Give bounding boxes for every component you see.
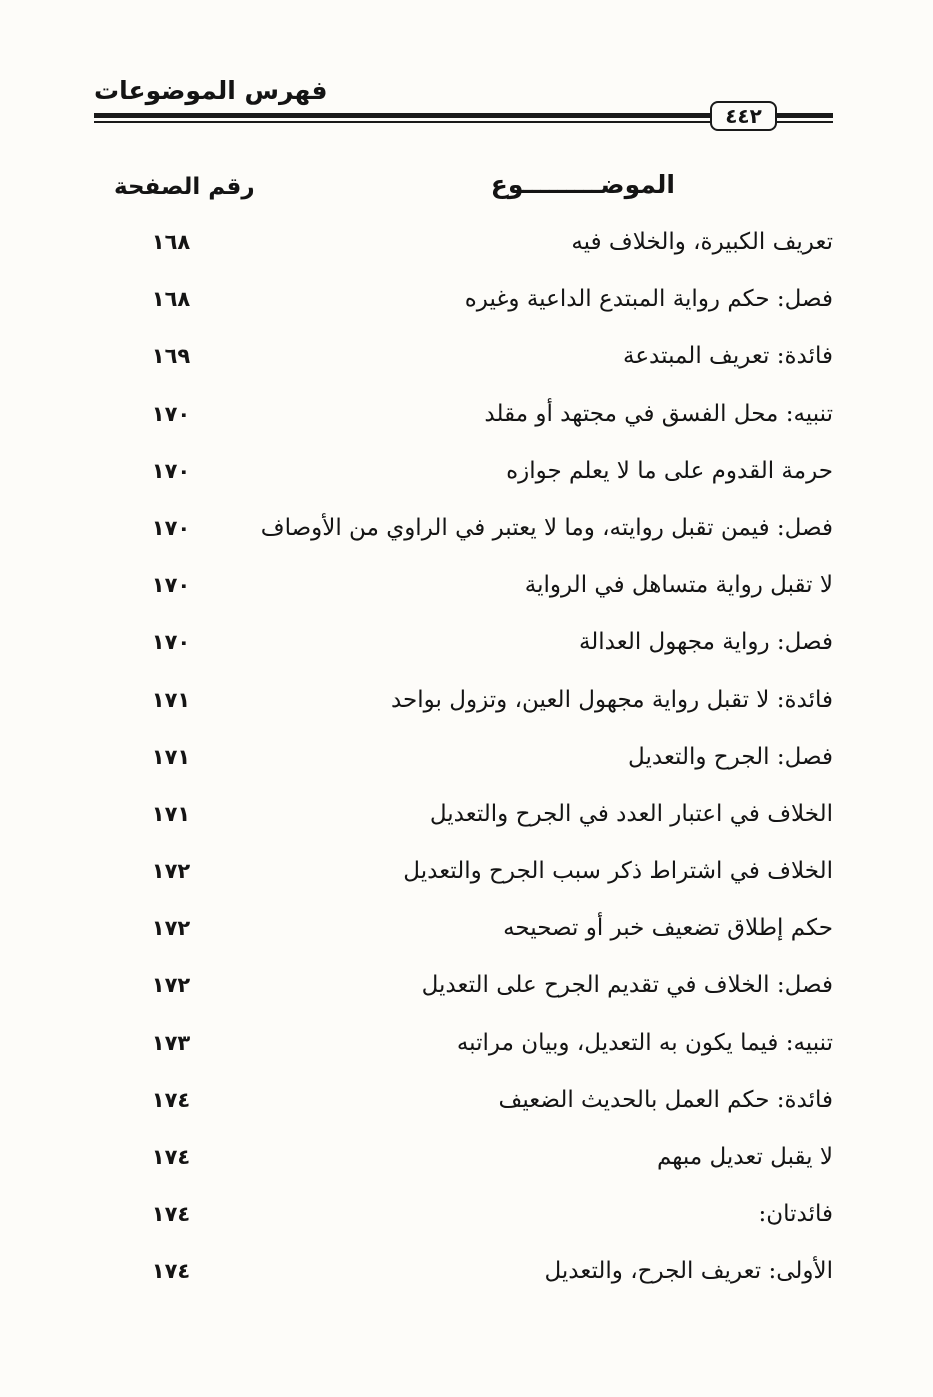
entry-topic: فصل: الخلاف في تقديم الجرح على التعديل	[421, 972, 833, 999]
entry-topic: فائدة: تعريف المبتدعة	[623, 343, 833, 370]
entry-page-number: ١٧١	[151, 744, 191, 769]
entry-page-number: ١٧١	[151, 801, 191, 826]
entry-page-number: ١٧٣	[151, 1030, 191, 1055]
index-entry	[0, 909, 933, 966]
entry-page-number: ١٧٠	[151, 401, 191, 426]
entry-page-number: ١٦٨	[151, 287, 191, 312]
entry-topic: فائدة: لا تقبل رواية مجهول العين، وتزول بواحد	[390, 686, 833, 713]
index-entry	[0, 852, 933, 909]
entry-topic: فصل: رواية مجهول العدالة	[578, 629, 833, 656]
entry-topic: الخلاف في اشتراط ذكر سبب الجرح والتعديل	[403, 858, 833, 885]
entry-page-number: ١٧٤	[151, 1259, 191, 1284]
entry-page-number: ١٧٤	[151, 1087, 191, 1112]
entry-topic: فائدتان:	[758, 1201, 833, 1228]
entry-page-number: ١٧٠	[151, 630, 191, 655]
entry-page-number: ١٦٩	[151, 344, 191, 369]
header-rule-thin	[94, 121, 710, 123]
index-entry	[0, 1252, 933, 1309]
entry-page-number: ١٧٠	[151, 515, 191, 540]
index-entry	[0, 223, 933, 280]
index-entry	[0, 681, 933, 738]
index-entry	[0, 795, 933, 852]
header-rule-right-thick	[777, 113, 833, 118]
index-entry	[0, 738, 933, 795]
entry-topic: تنبيه: فيما يكون به التعديل، وبيان مراتبه	[456, 1029, 833, 1056]
entry-page-number: ١٧٢	[151, 916, 191, 941]
entry-topic: فائدة: حكم العمل بالحديث الضعيف	[498, 1086, 833, 1113]
index-entry	[0, 452, 933, 509]
index-entry	[0, 395, 933, 452]
entry-page-number: ١٧١	[151, 687, 191, 712]
entry-topic: تنبيه: محل الفسق في مجتهد أو مقلد	[484, 400, 833, 427]
index-entry	[0, 623, 933, 680]
entry-topic: فصل: حكم رواية المبتدع الداعية وغيره	[464, 286, 833, 313]
column-heading-topic: الموضـــــــــوع	[490, 170, 675, 199]
entry-topic: فصل: فيمن تقبل روايته، وما لا يعتبر في الراوي من الأوصاف	[260, 514, 833, 541]
entry-page-number: ١٦٨	[151, 230, 191, 254]
index-entry	[0, 280, 933, 337]
entry-page-number: ١٧٠	[151, 573, 191, 598]
entry-page-number: ١٧٤	[151, 1145, 191, 1169]
header-rule-right-thin	[777, 121, 833, 123]
index-entry	[0, 566, 933, 623]
entry-topic: حكم إطلاق تضعيف خبر أو تصحيحه	[503, 915, 833, 942]
entry-topic: لا تقبل رواية متساهل في الرواية	[524, 572, 833, 599]
index-entry	[0, 1195, 933, 1252]
entry-topic: فصل: الجرح والتعديل	[628, 743, 833, 770]
entry-page-number: ١٧٤	[151, 1202, 191, 1227]
page-number: ٤٤٢	[710, 101, 777, 131]
index-entry	[0, 966, 933, 1023]
entry-topic: الخلاف في اعتبار العدد في الجرح والتعديل	[429, 800, 833, 827]
index-entry	[0, 1138, 933, 1195]
entry-topic: لا يقبل تعديل مبهم	[656, 1144, 833, 1170]
index-entry	[0, 1081, 933, 1138]
running-header-title: فهرس الموضوعات	[94, 76, 328, 105]
index-entry	[0, 1024, 933, 1081]
entry-page-number: ١٧٢	[151, 973, 191, 998]
entry-topic: الأولى: تعريف الجرح، والتعديل	[544, 1258, 833, 1285]
index-entry	[0, 509, 933, 566]
entry-page-number: ١٧٢	[151, 859, 191, 884]
entry-page-number: ١٧٠	[151, 458, 191, 483]
index-entries	[0, 223, 933, 1310]
entry-topic: حرمة القدوم على ما لا يعلم جوازه	[506, 457, 833, 484]
entry-topic: تعريف الكبيرة، والخلاف فيه	[571, 229, 833, 255]
column-heading-page-number: رقم الصفحة	[114, 174, 255, 200]
header-rule-thick	[94, 113, 710, 118]
index-entry	[0, 337, 933, 394]
